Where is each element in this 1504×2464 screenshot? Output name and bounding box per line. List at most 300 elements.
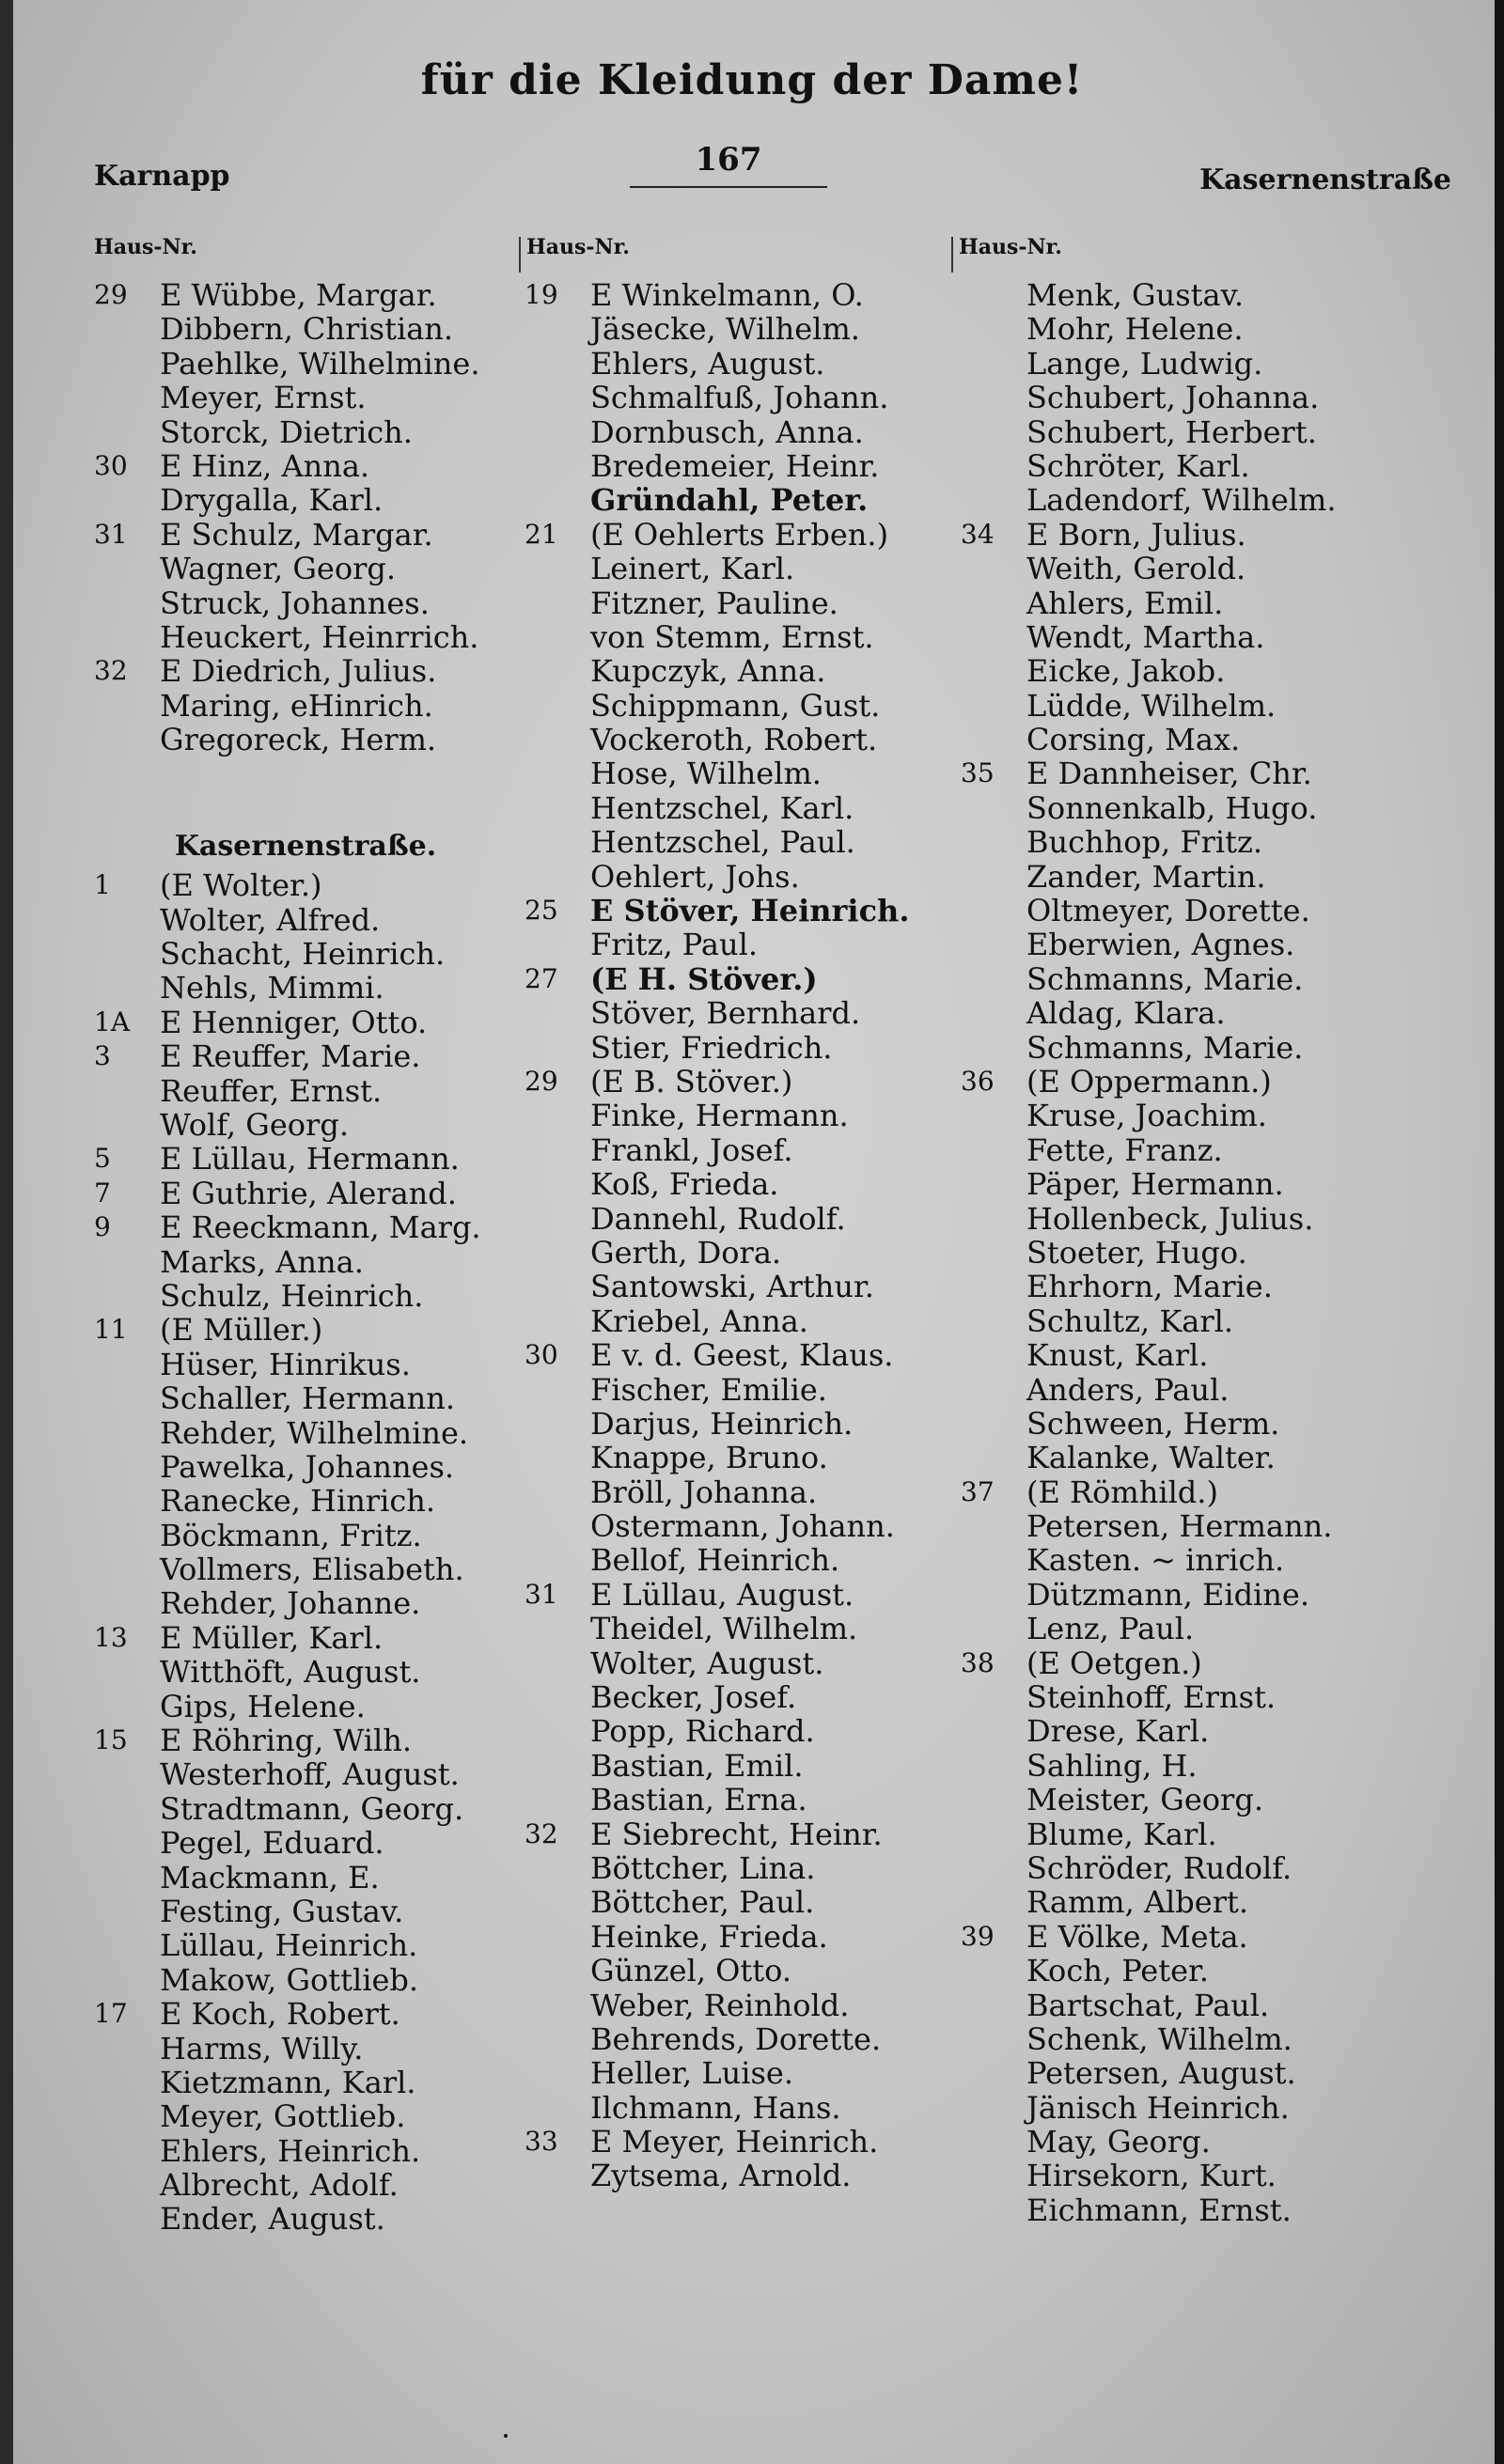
directory-entry: [94, 2099, 517, 2133]
directory-entry: [94, 723, 517, 756]
directory-entry: [525, 1954, 948, 1988]
resident-name: Popp, Richard.: [590, 1713, 815, 1750]
directory-entry: [94, 278, 517, 312]
directory-entry: [961, 1885, 1449, 1919]
directory-entry: [94, 586, 517, 620]
directory-entry: [94, 1381, 517, 1415]
directory-entry: [961, 1270, 1449, 1303]
directory-entry: [94, 1757, 517, 1791]
resident-name: Menk, Gustav.: [1026, 277, 1245, 313]
directory-entry: [961, 962, 1449, 996]
directory-entry: [525, 2125, 948, 2159]
resident-name: Buchhop, Fritz.: [1026, 824, 1262, 861]
resident-name: Lüllau, Heinrich.: [160, 1927, 418, 1964]
directory-entry: [525, 1338, 948, 1372]
directory-entry: [525, 483, 948, 517]
resident-name: E Stöver, Heinrich.: [590, 893, 910, 929]
directory-entry: [94, 1895, 517, 1928]
column-3-entries: [961, 278, 1449, 2227]
directory-entry: [525, 1578, 948, 1612]
directory-entry: [525, 312, 948, 346]
resident-name: Zytsema, Arnold.: [590, 2158, 852, 2194]
house-number: 30: [94, 449, 128, 481]
resident-name: Sonnenkalb, Hugo.: [1026, 789, 1318, 826]
directory-entry: [961, 449, 1449, 483]
directory-entry: [961, 1373, 1449, 1407]
resident-name: E Henniger, Otto.: [160, 1004, 428, 1040]
column-1-entries: [94, 278, 517, 756]
directory-entry: [961, 928, 1449, 961]
resident-name: Stöver, Bernhard.: [590, 995, 861, 1032]
resident-name: Böttcher, Paul.: [590, 1884, 815, 1921]
resident-name: Petersen, Hermann.: [1026, 1508, 1333, 1545]
resident-name: (E Müller.): [160, 1312, 323, 1349]
directory-entry: [94, 2168, 517, 2202]
directory-entry: [525, 1783, 948, 1817]
resident-name: (E B. Stöver.): [590, 1063, 793, 1099]
resident-name: Finke, Hermann.: [590, 1098, 849, 1134]
directory-entry: [961, 654, 1449, 688]
directory-entry: [94, 1484, 517, 1518]
resident-name: (E Wolter.): [160, 867, 322, 904]
resident-name: Meyer, Ernst.: [160, 380, 367, 416]
directory-entry: [525, 1646, 948, 1680]
directory-entry: [525, 1270, 948, 1303]
resident-name: Kriebel, Anna.: [590, 1302, 808, 1339]
resident-name: Darjus, Heinrich.: [590, 1405, 854, 1442]
resident-name: Böckmann, Fritz.: [160, 1517, 422, 1553]
directory-entry: [94, 1450, 517, 1484]
column-separator-1: [519, 237, 521, 273]
resident-name: Zander, Martin.: [1026, 858, 1266, 895]
directory-entry: [525, 2159, 948, 2192]
directory-entry: [961, 1680, 1449, 1714]
resident-name: Schmalfuß, Johann.: [590, 380, 889, 416]
resident-name: Kruse, Joachim.: [1026, 1098, 1267, 1134]
directory-entry: [94, 1006, 517, 1039]
directory-entry: [94, 1210, 517, 1244]
directory-entry: [961, 1338, 1449, 1372]
resident-name: Gerth, Dora.: [590, 1234, 782, 1271]
directory-entry: [961, 1988, 1449, 2022]
directory-entry: [961, 2193, 1449, 2227]
resident-name: Dützmann, Eidine.: [1026, 1576, 1309, 1613]
resident-name: E Reeckmann, Marg.: [160, 1209, 481, 1246]
resident-name: Stoeter, Hugo.: [1026, 1234, 1247, 1271]
directory-entry: [525, 2056, 948, 2090]
directory-entry: [525, 381, 948, 414]
house-number: 33: [525, 2126, 558, 2158]
resident-name: Heller, Luise.: [590, 2055, 793, 2092]
directory-entry: [961, 2022, 1449, 2056]
resident-name: Heinke, Frieda.: [590, 1918, 828, 1955]
directory-entry: [525, 825, 948, 859]
directory-entry: [525, 1509, 948, 1543]
directory-entry: [961, 1851, 1449, 1885]
directory-entry: [961, 1714, 1449, 1748]
house-number: 32: [94, 655, 128, 687]
resident-name: Hentzschel, Paul.: [590, 824, 855, 861]
directory-entry: [961, 1065, 1449, 1099]
resident-name: Eberwien, Agnes.: [1026, 927, 1295, 963]
directory-entry: [94, 654, 517, 688]
resident-name: Wagner, Georg.: [160, 551, 397, 587]
resident-name: E Koch, Robert.: [160, 1996, 400, 2033]
resident-name: Koch, Peter.: [1026, 1953, 1209, 1989]
resident-name: Bellof, Heinrich.: [590, 1542, 840, 1579]
resident-name: May, Georg.: [1026, 2124, 1211, 2160]
resident-name: Bastian, Erna.: [590, 1782, 807, 1818]
resident-name: Drygalla, Karl.: [160, 482, 384, 519]
resident-name: E Meyer, Heinrich.: [590, 2124, 879, 2160]
resident-name: Dibbern, Christian.: [160, 311, 454, 348]
directory-entry: [525, 1167, 948, 1201]
resident-name: Becker, Josef.: [590, 1679, 797, 1716]
directory-entry: [961, 1236, 1449, 1270]
resident-name: Gips, Helene.: [160, 1688, 366, 1724]
directory-entry: [525, 2022, 948, 2056]
resident-name: Schröder, Rudolf.: [1026, 1849, 1292, 1886]
resident-name: Pegel, Eduard.: [160, 1825, 384, 1862]
resident-name: Bredemeier, Heinr.: [590, 447, 880, 484]
directory-entry: [94, 1108, 517, 1142]
directory-entry: [525, 1373, 948, 1407]
resident-name: Schröter, Karl.: [1026, 447, 1250, 484]
advertising-banner: für die Kleidung der Dame!: [420, 56, 1084, 104]
house-number: 21: [525, 518, 558, 550]
resident-name: (E Oppermann.): [1026, 1063, 1272, 1099]
resident-name: Bastian, Emil.: [590, 1747, 804, 1784]
directory-entry: [525, 1817, 948, 1851]
house-number: 11: [94, 1314, 128, 1346]
resident-name: Lüdde, Wilhelm.: [1026, 687, 1277, 724]
directory-entry: [961, 894, 1449, 928]
resident-name: Meister, Georg.: [1026, 1782, 1263, 1818]
resident-name: Mackmann, E.: [160, 1859, 380, 1895]
directory-entry: [525, 1099, 948, 1132]
directory-entry: [525, 2091, 948, 2125]
directory-entry: [94, 1348, 517, 1381]
resident-name: E Born, Julius.: [1026, 516, 1246, 553]
directory-entry: [525, 518, 948, 552]
directory-entry: [525, 1031, 948, 1065]
resident-name: Päper, Hermann.: [1026, 1166, 1284, 1203]
resident-name: E Wübbe, Margar.: [160, 277, 437, 313]
resident-name: Koß, Frieda.: [590, 1166, 779, 1203]
directory-entry: [525, 1407, 948, 1441]
resident-name: Schaller, Hermann.: [160, 1380, 456, 1417]
resident-name: Hollenbeck, Julius.: [1026, 1200, 1314, 1237]
resident-name: Lenz, Paul.: [1026, 1611, 1195, 1647]
resident-name: Ranecke, Hinrich.: [160, 1483, 436, 1520]
resident-name: Theidel, Wilhelm.: [590, 1611, 858, 1647]
directory-entry: [961, 1031, 1449, 1065]
resident-name: Anders, Paul.: [1026, 1371, 1230, 1408]
resident-name: Kalanke, Walter.: [1026, 1440, 1276, 1476]
resident-name: Eichmann, Ernst.: [1026, 2191, 1292, 2228]
directory-entry: [961, 996, 1449, 1030]
directory-entry: [525, 1543, 948, 1577]
directory-entry: [525, 723, 948, 756]
directory-entry: [961, 689, 1449, 723]
directory-entry: [94, 1519, 517, 1552]
directory-entry: [525, 278, 948, 312]
resident-name: Fischer, Emilie.: [590, 1371, 827, 1408]
resident-name: Paehlke, Wilhelmine.: [160, 345, 480, 382]
directory-entry: [94, 1655, 517, 1689]
directory-entry: [94, 1861, 517, 1895]
resident-name: Stradtmann, Georg.: [160, 1790, 464, 1827]
directory-entry: [525, 1714, 948, 1748]
resident-name: Jänisch Heinrich.: [1026, 2089, 1290, 2126]
house-number: 9: [94, 1211, 111, 1243]
spacer: [94, 756, 517, 790]
resident-name: Hentzschel, Karl.: [590, 789, 854, 826]
resident-name: Schubert, Johanna.: [1026, 380, 1320, 416]
directory-entry: [961, 1133, 1449, 1167]
house-number: 15: [94, 1724, 128, 1756]
directory-entry: [525, 449, 948, 483]
directory-entry: [94, 483, 517, 517]
directory-entry: [94, 903, 517, 937]
resident-name: Wolf, Georg.: [160, 1106, 349, 1143]
resident-name: Ladendorf, Wilhelm.: [1026, 482, 1337, 519]
resident-name: Steinhoff, Ernst.: [1026, 1679, 1277, 1716]
directory-entry: [525, 654, 948, 688]
ink-speck: [504, 2434, 508, 2438]
page-edge-right: [1495, 0, 1504, 2464]
resident-name: Blume, Karl.: [1026, 1816, 1217, 1852]
resident-name: Schmanns, Marie.: [1026, 960, 1304, 997]
directory-entry: [961, 2159, 1449, 2192]
resident-name: Marks, Anna.: [160, 1243, 364, 1280]
directory-entry: [94, 1963, 517, 1997]
house-number: 17: [94, 1998, 128, 2030]
resident-name: Schmanns, Marie.: [1026, 1029, 1304, 1066]
directory-entry: [94, 868, 517, 902]
directory-entry: [525, 1441, 948, 1474]
resident-name: Nehls, Mimmi.: [160, 970, 384, 1006]
resident-name: Ahlers, Emil.: [1026, 585, 1224, 621]
directory-entry: [525, 1885, 948, 1919]
resident-name: Vollmers, Elisabeth.: [160, 1552, 464, 1588]
resident-name: E Lüllau, Hermann.: [160, 1141, 460, 1177]
resident-name: Weith, Gerold.: [1026, 551, 1246, 587]
directory-entry: [961, 723, 1449, 756]
directory-entry: [961, 1304, 1449, 1338]
column-3: [961, 278, 1449, 2227]
resident-name: Wolter, Alfred.: [160, 901, 381, 938]
directory-entry: [94, 689, 517, 723]
directory-entry: [525, 756, 948, 790]
resident-name: Knust, Karl.: [1026, 1337, 1209, 1374]
column-header-2: Haus-Nr.: [526, 235, 630, 259]
directory-entry: [94, 1552, 517, 1586]
directory-entry: [94, 620, 517, 654]
resident-name: (E H. Stöver.): [590, 960, 818, 997]
directory-entry: [94, 2032, 517, 2066]
directory-entry: [94, 2066, 517, 2099]
directory-entry: [94, 449, 517, 483]
directory-entry: [525, 1236, 948, 1270]
resident-name: E Reuffer, Marie.: [160, 1038, 421, 1075]
resident-name: E Müller, Karl.: [160, 1619, 384, 1656]
directory-entry: [525, 1851, 948, 1885]
resident-name: Hose, Wilhelm.: [590, 756, 822, 792]
resident-name: Kupczyk, Anna.: [590, 653, 826, 690]
column-1: [94, 278, 517, 2237]
resident-name: E Dannheiser, Chr.: [1026, 756, 1312, 792]
resident-name: Meyer, Gottlieb.: [160, 2098, 406, 2135]
directory-entry: [525, 415, 948, 449]
directory-entry: [525, 860, 948, 894]
directory-entry: [961, 1167, 1449, 1201]
directory-entry: [94, 1826, 517, 1860]
resident-name: Böttcher, Lina.: [590, 1849, 816, 1886]
resident-name: Ehrhorn, Marie.: [1026, 1269, 1273, 1305]
page-number-rule: [630, 186, 827, 188]
directory-entry: [94, 1142, 517, 1176]
resident-name: Witthöft, August.: [160, 1654, 421, 1691]
house-number: 38: [961, 1646, 995, 1678]
directory-entry: [94, 1416, 517, 1450]
house-number: 13: [94, 1621, 128, 1653]
resident-name: Storck, Dietrich.: [160, 413, 413, 450]
directory-entry: [961, 1783, 1449, 1817]
resident-name: Corsing, Max.: [1026, 722, 1241, 758]
resident-name: Schacht, Heinrich.: [160, 936, 446, 973]
directory-entry: [961, 1441, 1449, 1474]
directory-entry: [525, 620, 948, 654]
directory-entry: [961, 1475, 1449, 1509]
directory-entry: [961, 2091, 1449, 2125]
directory-entry: [525, 1065, 948, 1099]
page-edge-left: [0, 0, 13, 2464]
directory-entry: [961, 1749, 1449, 1783]
page-number: 167: [695, 141, 762, 179]
resident-name: Schween, Herm.: [1026, 1405, 1280, 1442]
resident-name: E Hinz, Anna.: [160, 447, 370, 484]
resident-name: Rehder, Wilhelmine.: [160, 1414, 469, 1451]
directory-entry: [94, 1723, 517, 1757]
directory-entry: [94, 1621, 517, 1655]
resident-name: Ostermann, Johann.: [590, 1508, 895, 1545]
resident-name: Dornbusch, Anna.: [590, 413, 864, 450]
directory-entry: [94, 1279, 517, 1313]
resident-name: Harms, Willy.: [160, 2030, 364, 2066]
directory-entry: [961, 586, 1449, 620]
house-number: 31: [94, 518, 128, 550]
resident-name: Weber, Reinhold.: [590, 1987, 850, 2023]
resident-name: E Guthrie, Alerand.: [160, 1175, 457, 1211]
directory-entry: [961, 1543, 1449, 1577]
resident-name: Schippmann, Gust.: [590, 687, 881, 724]
resident-name: Knappe, Bruno.: [590, 1440, 828, 1476]
directory-entry: [961, 278, 1449, 312]
directory-entry: [961, 860, 1449, 894]
resident-name: Schultz, Karl.: [1026, 1302, 1234, 1339]
directory-entry: [961, 2056, 1449, 2090]
house-number: 35: [961, 757, 995, 789]
resident-name: Fritz, Paul.: [590, 927, 758, 963]
spacer: [94, 791, 517, 825]
resident-name: Ehlers, August.: [590, 345, 825, 382]
directory-entry: [525, 1133, 948, 1167]
column-2: [525, 278, 948, 2193]
resident-name: von Stemm, Ernst.: [590, 618, 874, 655]
resident-name: Ramm, Albert.: [1026, 1884, 1249, 1921]
directory-entry: [961, 2125, 1449, 2159]
resident-name: (E Oetgen.): [1026, 1645, 1202, 1681]
directory-entry: [961, 518, 1449, 552]
resident-name: Kietzmann, Karl.: [160, 2064, 416, 2100]
house-number: 29: [525, 1065, 558, 1097]
resident-name: Albrecht, Adolf.: [160, 2167, 399, 2204]
directory-entry: [525, 1612, 948, 1645]
directory-entry: [94, 1997, 517, 2031]
resident-name: Wendt, Martha.: [1026, 618, 1265, 655]
resident-name: Lange, Ludwig.: [1026, 345, 1263, 382]
directory-entry: [94, 518, 517, 552]
directory-entry: [94, 1690, 517, 1723]
resident-name: Mohr, Helene.: [1026, 311, 1244, 348]
resident-name: Eicke, Jakob.: [1026, 653, 1226, 690]
directory-entry: [525, 586, 948, 620]
directory-entry: [961, 1646, 1449, 1680]
directory-entry: [525, 962, 948, 996]
resident-name: Schenk, Wilhelm.: [1026, 2020, 1292, 2057]
directory-entry: [961, 1954, 1449, 1988]
directory-entry: [94, 971, 517, 1005]
directory-entry: [94, 1313, 517, 1347]
resident-name: E Röhring, Wilh.: [160, 1723, 413, 1759]
resident-name: Santowski, Arthur.: [590, 1269, 874, 1305]
directory-entry: [94, 552, 517, 585]
resident-name: Aldag, Klara.: [1026, 995, 1226, 1032]
directory-entry: [961, 312, 1449, 346]
directory-entry: [961, 1920, 1449, 1954]
house-number: 32: [525, 1817, 558, 1849]
directory-entry: [94, 1074, 517, 1108]
resident-name: E v. d. Geest, Klaus.: [590, 1337, 894, 1374]
resident-name: Rehder, Johanne.: [160, 1585, 421, 1622]
resident-name: Schubert, Herbert.: [1026, 413, 1317, 450]
directory-entry: [525, 347, 948, 381]
resident-name: Maring, eHinrich.: [160, 687, 433, 724]
column-2-entries: [525, 278, 948, 2193]
directory-entry: [94, 1245, 517, 1279]
directory-entry: [94, 1792, 517, 1826]
resident-name: (E Oehlerts Erben.): [590, 516, 889, 553]
resident-name: E Siebrecht, Heinr.: [590, 1816, 883, 1852]
house-number: 30: [525, 1339, 558, 1371]
header-street-end: Kasernenstraße: [1199, 164, 1451, 196]
header-street-start: Karnapp: [94, 160, 230, 193]
house-number: 19: [525, 279, 558, 310]
resident-name: Struck, Johannes.: [160, 585, 430, 621]
house-number: 29: [94, 279, 128, 310]
resident-name: (E Römhild.): [1026, 1474, 1218, 1510]
directory-entry: [961, 483, 1449, 517]
directory-entry: [94, 2202, 517, 2236]
directory-entry: [961, 1578, 1449, 1612]
resident-name: Gregoreck, Herm.: [160, 722, 437, 758]
resident-name: Drese, Karl.: [1026, 1713, 1210, 1750]
resident-name: Vockeroth, Robert.: [590, 722, 878, 758]
directory-entry: [961, 1407, 1449, 1441]
resident-name: Makow, Gottlieb.: [160, 1961, 419, 1998]
resident-name: E Lüllau, August.: [590, 1576, 854, 1613]
